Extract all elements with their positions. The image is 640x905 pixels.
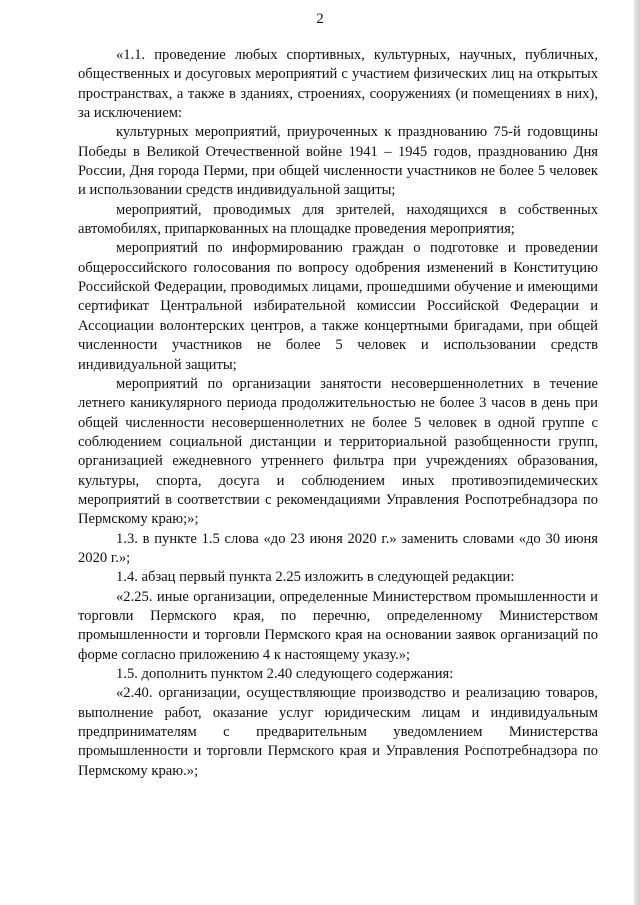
paragraph-2-40: «2.40. организации, осуществляющие производство и реализацию товаров, выполнение работ, оказание услуг юридическим лицам и индивидуальным предпринимателям с предварительным уведомлением Министерства промышленности и торговли Пермского края и Управления Роспотребнадзора по Пермскому краю.»; (78, 685, 598, 779)
paragraph-1-4: 1.4. абзац первый пункта 2.25 изложить в следующей редакции: (116, 569, 515, 586)
paragraph-1-5: 1.5. дополнить пунктом 2.40 следующего содержания: (116, 666, 454, 682)
paragraph-cultural-events: культурных мероприятий, приуроченных к празднованию 75-й годовщины Победы в Великой Отечественной войне 1941 – 1945 годов, празднованию Дня России, Дня города Перми, при общей численности участников не более 5 человек и использовании средств индивидуальной защиты; (78, 124, 598, 199)
page-number: 2 (316, 11, 324, 27)
paragraph-voting-info-events: мероприятий по информированию граждан о подготовке и проведении общероссийского голосования по вопросу одобрения изменений в Конституцию Российской Федерации, проводимых лицами, прошедшими обучение и имеющими сертификат Центральной избирательной комиссии Российской Федерации и Ассоциации волонтерских центров, а также концертными бригадами, при общей численности участников не более 5 человек и использовании средств индивидуальной защиты; (78, 240, 598, 373)
document-body (78, 46, 598, 781)
paragraph-1-1: «1.1. проведение любых спортивных, культурных, научных, публичных, общественных и досуговых мероприятий с участием физических лиц на открытых пространствах, а также в зданиях, строениях, сооружениях (и помещениях в них), за исключением: (78, 47, 598, 122)
paragraph-minors-employment: мероприятий по организации занятости несовершеннолетних в течение летнего каникулярного периода продолжительностью не более 3 часов в день при общей численности несовершеннолетних не более 5 человек в одной группе с соблюдением социальной дистанции и территориальной разобщенности групп, организацией ежедневного утреннего фильтра при учреждениях образования, культуры, спорта, досуга и соблюдением иных противоэпидемических мероприятий в соответствии с рекомендациями Управления Роспотребнадзора по Пермскому краю;»; (78, 375, 598, 528)
paragraph-1-3: 1.3. в пункте 1.5 слова «до 23 июня 2020 г.» заменить словами «до 30 июня 2020 г.»; (78, 530, 598, 566)
paragraph-drive-in-events: мероприятий, проводимых для зрителей, находящихся в собственных автомобилях, припаркованных на площадке проведения мероприятия; (78, 201, 598, 238)
paragraph-2-25: «2.25. иные организации, определенные Министерством промышленности и торговли Пермского края, по перечню, определенному Министерством промышленности и торговли Пермского края на основании заявок организаций по форме согласно приложению 4 к настоящему указу.»; (78, 588, 598, 663)
scan-edge-shadow (634, 0, 640, 905)
